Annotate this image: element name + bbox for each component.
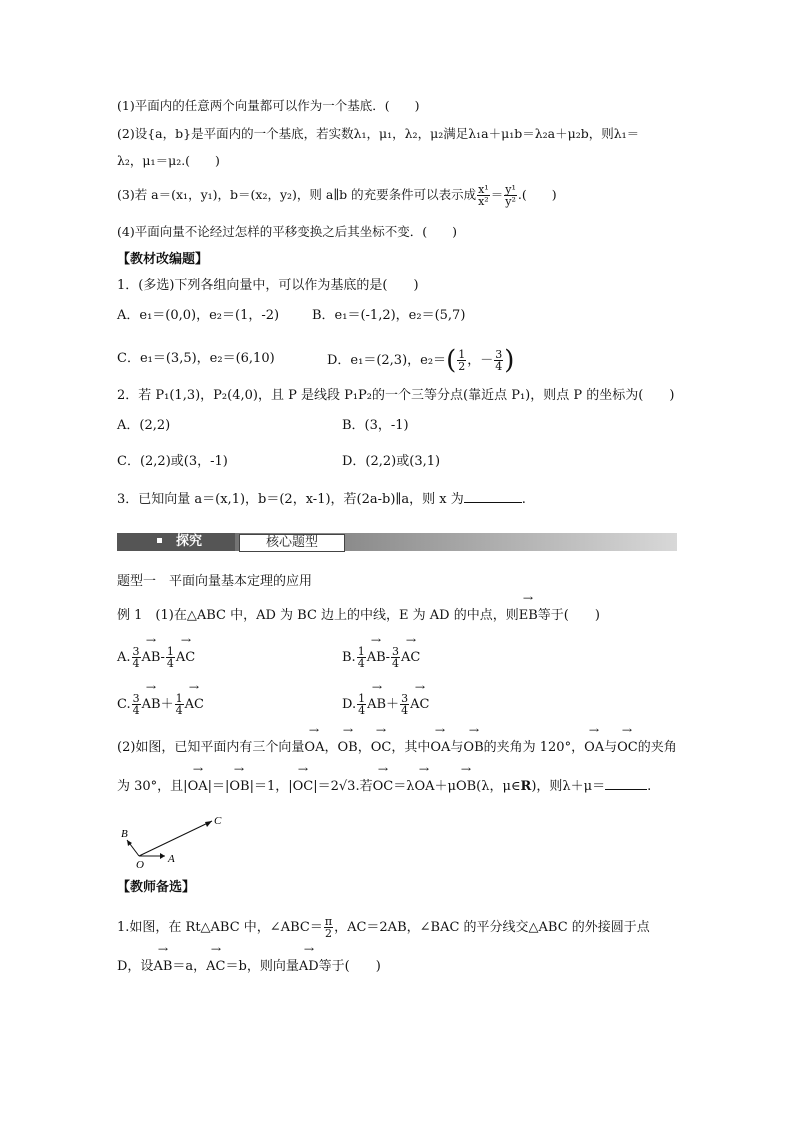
- judge-item-4: (4)平面向量不论经过怎样的平移变换之后其坐标不变．( ): [117, 224, 457, 239]
- vector: → EB: [519, 606, 538, 626]
- arrowhead-icon: [160, 853, 165, 859]
- vector-oc-line: [139, 821, 212, 856]
- answer-blank: [464, 502, 522, 503]
- square-bullet-icon: [157, 538, 162, 543]
- problem-1-stem: 1．(多选)下列各组向量中，可以作为基底的是( ): [117, 278, 419, 293]
- teacher-problem-1-line1: 1.如图，在 Rt△ABC 中，∠ABC＝ $\frac{\pi}{2}$ ，AC＝2AB，∠BAC 的平分线交△ABC 的外接圆于点: [117, 915, 650, 940]
- vector-figure: [117, 812, 237, 872]
- label-a: A: [168, 853, 175, 865]
- example-1-part2-line2: 为 30°，且|→ OA|＝|→ OB|＝1，|→ OC|＝2√3.若→ OC＝λ→ OA＋μ→ OB(λ，μ∈R)，则λ＋μ＝ .: [117, 777, 651, 797]
- label-b: B: [121, 828, 128, 840]
- problem-2-option-d: D．(2,2)或(3,1): [342, 454, 441, 469]
- fraction: $\frac{3}{4}$: [495, 348, 503, 373]
- banner-tag-core-types: 核心题型: [239, 534, 345, 552]
- section-banner: [117, 533, 677, 551]
- banner-tag-explore: 探究: [117, 533, 235, 551]
- problem-2-option-b: B．(3，-1): [342, 418, 409, 433]
- answer-blank: [605, 789, 647, 790]
- section-teacher-heading: 【教师备选】: [117, 880, 196, 895]
- fraction: $\frac{\text{x¹}}{\text{x²}}$: [478, 183, 489, 208]
- problem-2-stem: 2．若 P₁(1,3)，P₂(4,0)，且 P 是线段 P₁P₂的一个三等分点(靠近点 P₁)，则点 P 的坐标为( ): [117, 388, 675, 403]
- judge-item-2-line1: (2)设{a，b}是平面内的一个基底，若实数λ₁，μ₁，λ₂，μ₂满足λ₁a＋μ₁b＝λ₂a＋μ₂b，则λ₁＝: [117, 126, 640, 141]
- fraction: $\frac{1}{2}$: [458, 348, 466, 373]
- judge-item-2-line2: λ₂，μ₁＝μ₂.( ): [117, 153, 220, 168]
- problem-1-option-c: C．e₁＝(3,5)，e₂＝(6,10): [117, 351, 275, 366]
- problem-2-option-a: A．(2,2): [117, 418, 171, 433]
- problem-1-option-d: D．e₁＝(2,3)，e₂＝( $\frac{1}{2}$ ，－ $\frac{3}{4}$ ): [327, 345, 515, 376]
- label-o: O: [136, 859, 144, 871]
- type-1-heading: 题型一 平面向量基本定理的应用: [117, 574, 313, 589]
- teacher-problem-1-line2: D，设→ AB＝a，→ AC＝b，则向量→ AD等于( ): [117, 957, 381, 977]
- example-1-option-c: C. $\frac{3}{4}$ → AB＋ $\frac{1}{4}$ → AC: [117, 693, 204, 716]
- problem-3-stem: 3．已知向量 a＝(x,1)，b＝(2，x-1)，若(2a-b)∥a，则 x 为 .: [117, 492, 526, 507]
- section-textbook-heading: 【教材改编题】: [117, 252, 209, 267]
- judge-item-3: (3)若 a＝(x₁，y₁)，b＝(x₂，y₂)，则 a∥b 的充要条件可以表示成 $\frac{\text{x¹}}{\text{x²}}$ ＝ $\frac{\text{y¹}}{\text{y²}}$ .( ): [117, 183, 557, 208]
- problem-2-option-c: C．(2,2)或(3，-1): [117, 454, 228, 469]
- fraction: $\frac{\text{y¹}}{\text{y²}}$: [505, 183, 516, 208]
- problem-1-option-a: A．e₁＝(0,0)，e₂＝(1，-2): [117, 308, 280, 323]
- example-1-part2-line1: (2)如图，已知平面内有三个向量→ OA，→ OB，→ OC，其中→ OA与→ OB的夹角为 120°，→ OA与→ OC的夹角: [117, 738, 677, 758]
- label-c: C: [214, 815, 222, 827]
- example-1-option-a: A. $\frac{3}{4}$ → AB- $\frac{1}{4}$ → AC: [117, 646, 195, 669]
- judge-item-1: (1)平面内的任意两个向量都可以作为一个基底．( ): [117, 98, 420, 113]
- example-1-option-d: D. $\frac{1}{4}$ → AB＋ $\frac{3}{4}$ → AC: [342, 693, 429, 716]
- problem-1-option-b: B．e₁＝(-1,2)，e₂＝(5,7): [312, 308, 466, 323]
- example-1-option-b: B. $\frac{1}{4}$ → AB- $\frac{3}{4}$ → AC: [342, 646, 420, 669]
- arrowhead-icon: [205, 821, 212, 827]
- example-1-stem: 例 1 (1)在△ABC 中，AD 为 BC 边上的中线，E 为 AD 的中点，则→ EB等于( ): [117, 606, 600, 626]
